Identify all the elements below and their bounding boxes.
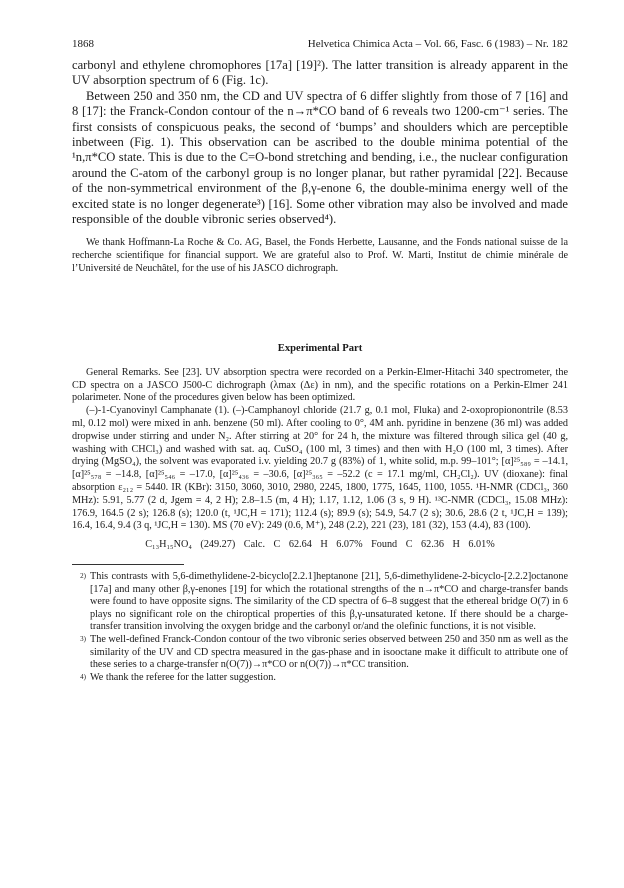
- footnote-number: 2): [80, 572, 86, 581]
- footnote-number: 4): [80, 672, 86, 681]
- page-header: [72, 36, 568, 52]
- footnote-divider: [72, 564, 184, 565]
- footnote-text: The well-defined Franck-Condon contour of the two vibronic series observed between 250 and 350 nm as well as the similarity of the UV and CD spectra measured in the gas-phase and in isooctane make it difficult to attribute one of these series to a charge-transfer n(O(7))→π*CO or n(O(7))→π*CC transition.: [90, 633, 568, 671]
- acknowledgement: We thank Hoffmann-La Roche & Co. AG, Basel, the Fonds Herbette, Lausanne, and the Fonds national suisse de la recherche scientifique for financial support. We are grateful also to Prof. W. Marti, Institut de chimie minérale de l’Université de Neuchâtel, for the use of his JASCO dichrograph.: [72, 237, 568, 275]
- general-remarks: General Remarks. See [23]. UV absorption spectra were recorded on a Perkin-Elmer-Hitachi 340 spectrometer, the CD spectra on a JASCO J500-C dichrograph (λmax (Δε) in nm), and the specific rotations on a Perkin-Elmer 241 polarimeter. None of the procedures given below has been optimized.: [72, 366, 568, 404]
- body-paragraph-1: carbonyl and ethylene chromophores [17a] [19]²). The latter transition is already apparent in the UV absorption spectrum of 6 (Fig. 1c).: [72, 58, 568, 88]
- footnote-number: 3): [80, 634, 86, 643]
- footnotes: [72, 571, 568, 684]
- page: [72, 36, 568, 684]
- body-text: [72, 58, 568, 227]
- elemental-analysis: C₁₃H₁₅NO₄ (249.27) Calc. C 62.64 H 6.07% Found C 62.36 H 6.01%: [145, 539, 495, 551]
- footnote-text: This contrasts with 5,6-dimethylidene-2-bicyclo[2.2.1]heptanone [21], 5,6-dimethylidene-2-bicyclo-[2.2.2]octanone [17a] and many other β,γ-enones [19] for which the rotational strengths of the n→π*CO and charge-transfer bands were found to have opposite signs. The similarity of the CD spectra of 6–8 suggest that the ethereal bridge O(7) in 6 plays no significant role on the chiroptical properties of this β,γ-unsaturated ketone. If there should be a charge-transfer transition involving the oxygen bridge and the carbonyl or/and the olefinic functions, it is not visible.: [90, 571, 568, 633]
- body-paragraph-2: Between 250 and 350 nm, the CD and UV spectra of 6 differ slightly from those of 7 [16] and 8 [17]: the Franck-Condon contour of the n→π*CO band of 6 reveals two 1200-cm⁻¹ series. The first consists of conspicuous peaks, the second of ‘bumps’ and shoulders which are perceptible inbetween (Fig. 1). This observation can be ascribed to the double minima potential of the ¹n,π*CO state. This is due to the C=O-bond stretching and bending, i.e., the nuclear configuration around the C-atom of the carbonyl group is no longer planar, but rather pyramidal [22]. Because of the non-symmetrical environment of the β,γ-enone 6, the double-minima energy well of the excited state is no longer degenerate³) [16]. Some other vibration may also be involved and made responsible of the double vibronic series observed⁴).: [72, 88, 568, 227]
- procedure-compound-1: (–)-1-Cyanovinyl Camphanate (1). (–)-Camphanoyl chloride (21.7 g, 0.1 mol, Fluka) and 2-oxopropionontrile (8.53 ml, 0.12 mol) were mixed in anh. benzene (50 ml). After cooling to 0°, 4M anh. pyridine in benzene (36 ml) was added dropwise under stirring and under N₂. After stirring at 20° for 24 h, the mixture was filtered through silica gel (40 g, washing with CHCl₃) and washed with sat. aq. CuSO₄ (100 ml, 3 times) and then with H₂O (100 ml, 3 times). After drying (MgSO₄), the solvent was evaporated i.v. yielding 20.7 g (83%) of 1, white solid, m.p. 99–101°; [α]²⁵₅₈₉ = –14.1, [α]²⁵₅₇₈ = –14.8, [α]²⁵₅₄₆ = –17.0, [α]²⁵₄₃₆ = –30.6, [α]²⁵₃₆₅ = –52.2 (c = 17.1 mg/ml, CH₂Cl₂). UV (dioxane): final absorption ε₂₁₂ = 5440. IR (KBr): 3150, 3060, 3010, 2980, 2245, 1800, 1775, 1645, 1100, 1055. ¹H-NMR (CDCl₃, 360 MHz): 5.91, 5.77 (2 d, Jgem = 4, 2 H); 2.8–1.5 (m, 4 H); 1.17, 1.12, 1.06 (3 s, 9 H). ¹³C-NMR (CDCl₃, 15.08 MHz): 176.9, 164.5 (2 s); 126.8 (s); 120.0 (t, ¹JC,H = 171); 112.4 (s); 89.9 (s); 54.9, 54.7 (2 s); 30.6, 28.6 (2 t, ¹JC,H = 139); 16.4, 16.4, 9.4 (3 q, ¹JC,H = 130). MS (70 eV): 249 (0.6, M⁺), 248 (2.2), 221 (23), 181 (32), 153 (4.4), 83 (100).: [72, 405, 568, 532]
- footnote: [72, 672, 568, 685]
- running-title: Helvetica Chimica Acta – Vol. 66, Fasc. 6 (1983) – Nr. 182: [307, 38, 568, 50]
- footnote: [72, 634, 568, 672]
- footnote-text: We thank the referee for the latter suggestion.: [90, 671, 276, 683]
- footnote: [72, 571, 568, 634]
- experimental-section: [72, 367, 568, 533]
- page-number: 1868: [72, 38, 94, 50]
- section-title-experimental: Experimental Part: [277, 342, 363, 354]
